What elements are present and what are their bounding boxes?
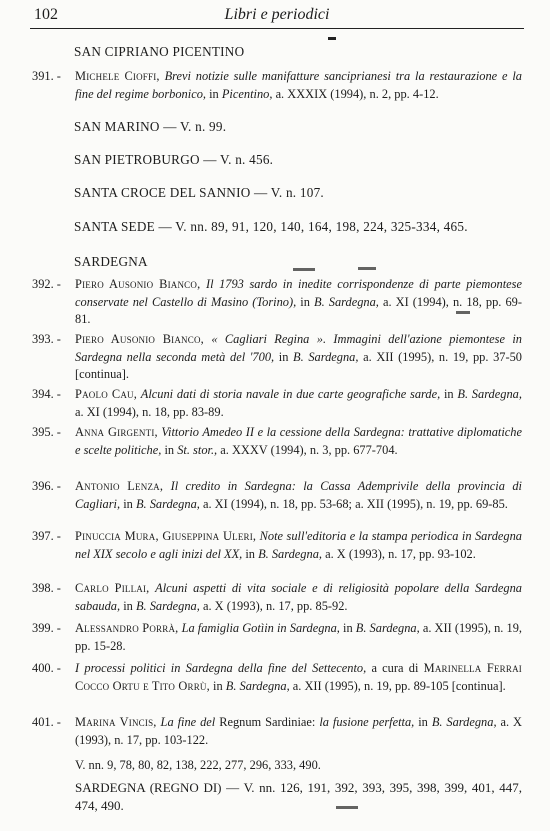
entry-number: 397. -	[32, 529, 61, 543]
entry-in: in	[343, 621, 353, 635]
entry-author: Piero Ausonio Bianco,	[75, 277, 201, 291]
entry-396	[32, 478, 522, 513]
entry-title: Il credito in Sardegna: la Cassa Ademprivile della provincia di Cagliari,	[75, 479, 522, 511]
page-number: 102	[34, 6, 58, 23]
entry-journal: B. Sardegna,	[135, 496, 200, 511]
entry-title: I processi politici in Sardegna della fine del Settecento,	[75, 661, 367, 675]
entry-journal: B. Sardegna,	[314, 294, 379, 309]
entry-pub: a. XII (1995), n. 19, pp. 37-50 [continua].	[75, 349, 522, 381]
entry-number: 395. -	[32, 425, 61, 439]
entry-journal: B. Sardegna,	[293, 349, 359, 364]
scan-speck	[358, 267, 376, 270]
entry-pub: a. XII (1995), n. 19, pp. 89-105 [continua].	[292, 678, 506, 693]
see-also-list: V. nn. 9, 78, 80, 82, 138, 222, 277, 296, 333, 490.	[75, 758, 321, 772]
entry-397	[32, 528, 522, 563]
entry-number: 399. -	[32, 621, 61, 635]
entry-number: 394. -	[32, 387, 61, 401]
entry-title: La fine del	[160, 715, 216, 729]
entry-in: in	[123, 496, 133, 511]
entry-in: in	[164, 442, 175, 457]
entry-in: in	[245, 546, 255, 561]
section-heading: SANTA CROCE DEL SANNIO — V. n. 107.	[74, 185, 324, 200]
entry-in: in	[443, 387, 454, 401]
entry-title-roman: Regnum Sardiniae:	[219, 715, 316, 729]
entry-author: Piero Ausonio Bianco,	[75, 332, 204, 346]
entry-401	[32, 714, 522, 775]
scan-speck	[336, 806, 358, 809]
entry-399	[32, 620, 522, 655]
entry-pub: a. XI (1994), n. 18, pp. 69-81.	[75, 294, 522, 326]
entry-in: in	[278, 349, 289, 364]
entry-in: in	[418, 715, 428, 729]
entry-394	[32, 386, 522, 421]
entry-author: Pinuccia Mura, Giuseppina Uleri,	[75, 529, 257, 543]
entry-editor-prefix: a cura di	[371, 661, 419, 675]
entry-title: Brevi notizie sulle manifatture sanciprianesi tra la restaurazione e la fine del regime borbonico,	[75, 69, 522, 101]
entry-400	[32, 660, 522, 695]
running-title: Libri e periodici	[224, 6, 330, 23]
section-heading: SAN PIETROBURGO — V. n. 456.	[74, 152, 274, 167]
entry-author: Marinella Ferrai Cocco Ortu e Tito Orrù,	[75, 661, 522, 693]
entry-pub: a. XI (1994), n. 18, pp. 83-89.	[75, 404, 224, 419]
entry-journal: B. Sardegna,	[431, 715, 497, 729]
entry-number: 393. -	[32, 332, 61, 346]
entry-author: Anna Girgenti,	[75, 425, 158, 439]
entry-number: 396. -	[32, 479, 61, 493]
section-heading: SAN CIPRIANO PICENTINO	[74, 44, 245, 59]
entry-author: Michele Cioffi,	[75, 69, 160, 83]
entry-pub: a. X (1993), n. 17, pp. 93-102.	[325, 546, 476, 561]
entry-title: Note sull'editoria e la stampa periodica in Sardegna nel XIX secolo e agli inizi del XX,	[75, 529, 522, 561]
section-heading: SANTA SEDE — V. nn. 89, 91, 120, 140, 164, 198, 224, 325-334, 465.	[74, 219, 468, 234]
entry-in: in	[213, 678, 223, 693]
entry-author: Antonio Lenza,	[75, 479, 164, 493]
section-heading: SAN MARINO — V. n. 99.	[74, 119, 227, 134]
entry-journal: B. Sardegna,	[355, 621, 420, 635]
entry-pub: a. X (1993), n. 17, pp. 85-92.	[202, 598, 348, 613]
entry-in: in	[209, 86, 219, 101]
entry-title: Alcuni dati di storia navale in due carte geografiche sarde,	[140, 387, 441, 401]
entry-pub: a. XII (1995), n. 19, pp. 15-28.	[75, 621, 522, 653]
page-header	[30, 6, 524, 29]
entry-journal: B. Sardegna,	[135, 598, 200, 613]
entry-title: Vittorio Amedeo II e la cessione della Sardegna: trattative diplomatiche e scelte politiche,	[75, 425, 522, 457]
entry-title: Alcuni aspetti di vita sociale e di religiosità popolare della Sardegna sabauda,	[75, 581, 522, 613]
entry-392	[32, 276, 522, 329]
entry-title: Il 1793 sardo in inedite corrispondenze di parte piemontese conservate nel Castello di Masino (Torino),	[75, 277, 522, 309]
section-heading: SARDEGNA	[74, 254, 148, 269]
scan-speck	[293, 268, 315, 271]
entry-journal: St. stor.,	[177, 442, 218, 457]
entry-number: 401. -	[32, 715, 61, 729]
entry-title: « Cagliari Regina ». Immagini dell'azione piemontese in Sardegna nella seconda metà del '700,	[75, 332, 522, 364]
entry-398	[32, 580, 522, 615]
entry-pub: a. XI (1994), n. 18, pp. 53-68; a. XII (1995), n. 19, pp. 69-85.	[202, 496, 508, 511]
entry-number: 400. -	[32, 661, 61, 675]
scan-speck	[328, 37, 336, 40]
entry-author: Carlo Pillai,	[75, 581, 150, 595]
entry-in: in	[300, 294, 310, 309]
entry-author: Alessandro Porrà,	[75, 621, 179, 635]
entry-journal: B. Sardegna,	[258, 546, 322, 561]
entry-number: 392. -	[32, 277, 61, 291]
section-heading-text: SARDEGNA (REGNO DI) — V. nn. 126, 191, 392, 393, 395, 398, 399, 401, 447, 474, 490.	[75, 780, 522, 813]
entry-journal: B. Sardegna,	[225, 678, 290, 693]
scan-speck	[456, 311, 470, 314]
entry-in: in	[123, 598, 133, 613]
entry-title-cont: la fusione perfetta,	[319, 715, 415, 729]
entry-number: 398. -	[32, 581, 61, 595]
entry-395	[32, 424, 522, 459]
entry-journal: B. Sardegna,	[457, 387, 522, 401]
entry-title: La famiglia Gotìin in Sardegna,	[181, 621, 340, 635]
entry-pub: a. X (1993), n. 17, pp. 103-122.	[75, 715, 523, 747]
entry-391	[32, 68, 522, 103]
entry-393	[32, 331, 522, 384]
section-heading	[75, 779, 522, 815]
entry-pub: a. XXXV (1994), n. 3, pp. 677-704.	[220, 442, 398, 457]
entry-pub: a. XXXIX (1994), n. 2, pp. 4-12.	[275, 86, 439, 101]
entry-journal: Picentino,	[221, 86, 273, 101]
entry-author: Marina Vincis,	[75, 715, 157, 729]
entry-number: 391. -	[32, 69, 61, 83]
entry-author: Paolo Cau,	[75, 387, 138, 401]
